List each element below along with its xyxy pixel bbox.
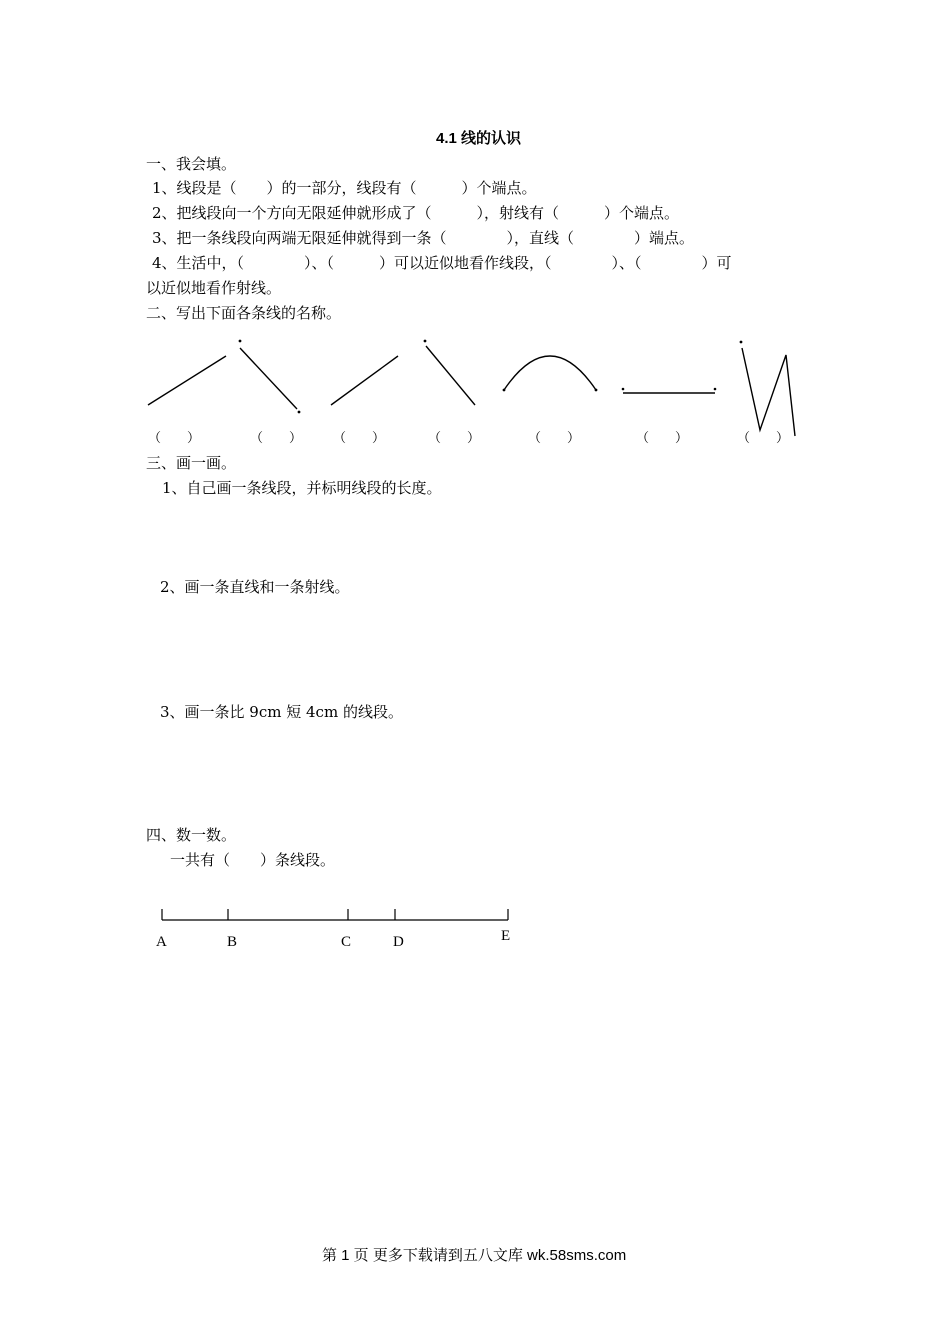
answer-blank-3[interactable]: （ ） [333, 431, 386, 446]
answer-blank-7[interactable]: （ ） [737, 431, 790, 446]
figure-line-3 [331, 356, 398, 405]
answer-blank-4[interactable]: （ ） [428, 431, 481, 446]
point-label-e: E [501, 928, 511, 944]
section2-heading: 二、写出下面各条线的名称。 [146, 304, 342, 322]
figure-5-dot-right [595, 389, 598, 392]
figure-polyline-7 [742, 348, 795, 436]
question-3-3: 3、画一条比 9cm 短 4cm 的线段。 [160, 703, 403, 721]
question-1-3: 3、把一条线段向两端无限延伸就得到一条（ ），直线（ ）端点。 [152, 229, 695, 247]
figure-6-dot-right [714, 388, 717, 391]
figure-2-dot-bottom [298, 411, 301, 414]
answer-blank-1[interactable]: （ ） [148, 431, 201, 446]
question-3-2: 2、画一条直线和一条射线。 [160, 578, 350, 596]
figure-line-2 [240, 348, 297, 409]
section3-heading: 三、画一画。 [146, 454, 237, 472]
figure-7-dot-top [740, 341, 743, 344]
answer-blank-2[interactable]: （ ） [250, 431, 303, 446]
question-4-1: 一共有（ ）条线段。 [170, 851, 336, 869]
point-label-a: A [156, 934, 167, 950]
question-1-1: 1、线段是（ ）的一部分，线段有（ ）个端点。 [152, 179, 537, 197]
figure-curve-5 [504, 356, 596, 390]
point-label-c: C [341, 934, 352, 950]
answer-blank-5[interactable]: （ ） [528, 431, 581, 446]
question-1-2: 2、把线段向一个方向无限延伸就形成了（ ），射线有（ ）个端点。 [152, 204, 680, 222]
page-footer: 第 1 页 更多下载请到五八文库 wk.58sms.com [322, 1247, 627, 1264]
figure-line-1 [148, 356, 226, 405]
question-3-1: 1、自己画一条线段，并标明线段的长度。 [162, 479, 442, 497]
point-label-d: D [393, 934, 404, 950]
page-title: 4.1 线的认识 [436, 130, 522, 147]
section4-heading: 四、数一数。 [146, 826, 237, 844]
point-label-b: B [227, 934, 238, 950]
answer-blank-6[interactable]: （ ） [636, 431, 689, 446]
figure-5-dot-left [503, 389, 506, 392]
section1-heading: 一、我会填。 [146, 155, 237, 173]
figure-2-dot-top [239, 340, 242, 343]
figure-line-4 [426, 346, 475, 405]
figure-4-dot-top [424, 340, 427, 343]
question-1-4-line2: 以近似地看作射线。 [146, 279, 282, 297]
question-1-4-line1: 4、生活中，（ ）、（ ）可以近似地看作线段，（ ）、（ ）可 [152, 254, 732, 272]
figure-6-dot-left [622, 388, 625, 391]
